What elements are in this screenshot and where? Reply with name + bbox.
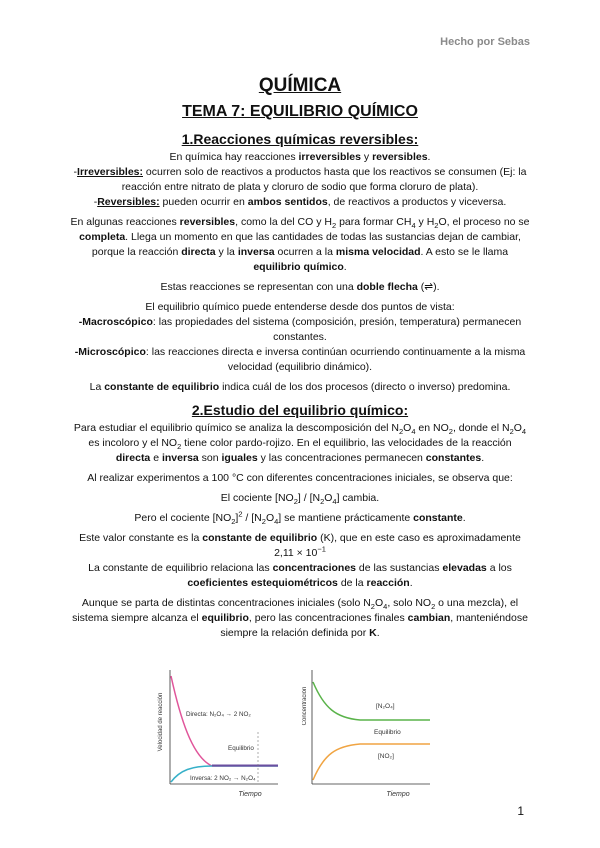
g1-y-label: Velocidad de reacción [158, 692, 164, 752]
s2-cociente-1: El cociente $[NO_2] / [N_2O_4]$ cambia. [220, 492, 380, 507]
equilibrium-graphs [150, 662, 450, 802]
s1-intro: En química hay reacciones irreversibles y reversibles. [169, 151, 431, 163]
s2-cociente-2: Pero el cociente $[NO_2]^2 / [N_2O_4]$ se mantiene prácticamente constante. [134, 509, 466, 527]
section-2-heading: 2.Estudio del equilibrio químico: [191, 402, 409, 418]
rate-vs-time-graph [150, 662, 285, 802]
author-watermark: Hecho por Sebas [440, 36, 530, 48]
document-title: QUÍMICA [258, 75, 342, 96]
g2-no2-curve [313, 744, 430, 780]
g2-no2-label: [NO₂] [378, 753, 394, 760]
s1-macroscopico: -Macroscópico: las propiedades del sistema (composición, presión, temperatura) permanecen constantes. [78, 316, 522, 343]
g1-directa-label: Directa: N₂O₄ → 2 NO₂ [186, 711, 251, 718]
document-body [70, 74, 530, 646]
s1-paragraph-equilibrio: En algunas reacciones reversibles, como la del CO y $H_2$ para formar $CH_4$ y $H_2O$, el proceso no se completa. Llega un momento en que las cantidades de todas las sustancias dejan de cambiar, porque la reacción directa y la inversa ocurren a la misma velocidad. A esto se le llama equilibrio químico. [70, 216, 530, 273]
g1-equilibrio-label: Equilibrio [228, 745, 254, 752]
s2-valor-constante: Este valor constante es la constante de equilibrio (K), que en este caso es aproximadamente $2,11 \times 10^{-1}$ [79, 532, 521, 559]
g2-y-label: Concentración [302, 686, 308, 726]
g1-directa-curve [171, 676, 278, 766]
s2-paragraph-1: Para estudiar el equilibrio químico se analiza la descomposición del $N_2O_4$ en $NO_2$, donde el $N_2O_4$ es incoloro y el $NO_2$ tiene color pardo-rojizo. En el equilibrio, las velocidades de la reacción directa e inversa son iguales y las concentraciones permanecen constantes. [73, 422, 527, 464]
g2-equilibrio-label: Equilibrio [374, 729, 401, 736]
s2-concentraciones-iniciales: Aunque se parta de distintas concentraciones iniciales (solo $N_2O_4$, solo $NO_2$ o una mezcla), el sistema siempre alcanza el equilibrio, pero las concentraciones finales cambian, manteniéndose siempre la relación definida por K. [72, 597, 528, 639]
section-1-heading: 1.Reacciones químicas reversibles: [181, 131, 419, 147]
s1-doble-flecha: Estas reacciones se representan con una doble flecha (⇌). [160, 281, 440, 293]
concentration-vs-time-graph [302, 662, 437, 802]
g2-x-label: Tiempo [386, 791, 410, 798]
s2-experimentos: Al realizar experimentos a 100 °C con diferentes concentraciones iniciales, se observa que: [87, 472, 513, 484]
s1-puntos-de-vista: El equilibrio químico puede entenderse desde dos puntos de vista: [145, 301, 455, 313]
s1-reversibles: -Reversibles: pueden ocurrir en ambos sentidos, de reactivos a productos y viceversa. [93, 196, 507, 208]
s1-irreversibles: -Irreversibles: ocurren solo de reactivos a productos hasta que los reactivos se consumen (Ej: la reacción entre nitrato de plata y cloruro de sodio que forma cloruro de plata). [73, 166, 527, 193]
g2-n2o4-curve [313, 682, 430, 720]
g1-x-label: Tiempo [238, 791, 262, 798]
s1-microscopico: -Microscópico: las reacciones directa e inversa continúan ocurriendo continuamente a la misma velocidad (equilibrio dinámico). [74, 346, 526, 373]
s2-relacion: La constante de equilibrio relaciona las concentraciones de las sustancias elevadas a los coeficientes estequiométricos de la reacción. [88, 562, 512, 589]
s1-constante: La constante de equilibrio indica cuál de los dos procesos (directo o inverso) predomina. [89, 381, 511, 393]
page-number: 1 [517, 804, 524, 818]
g2-n2o4-label: [N₂O₄] [376, 703, 395, 710]
document-subtitle: TEMA 7: EQUILIBRIO QUÍMICO [182, 103, 418, 120]
g1-inversa-label: Inversa: 2 NO₂ → N₂O₄ [190, 775, 256, 782]
